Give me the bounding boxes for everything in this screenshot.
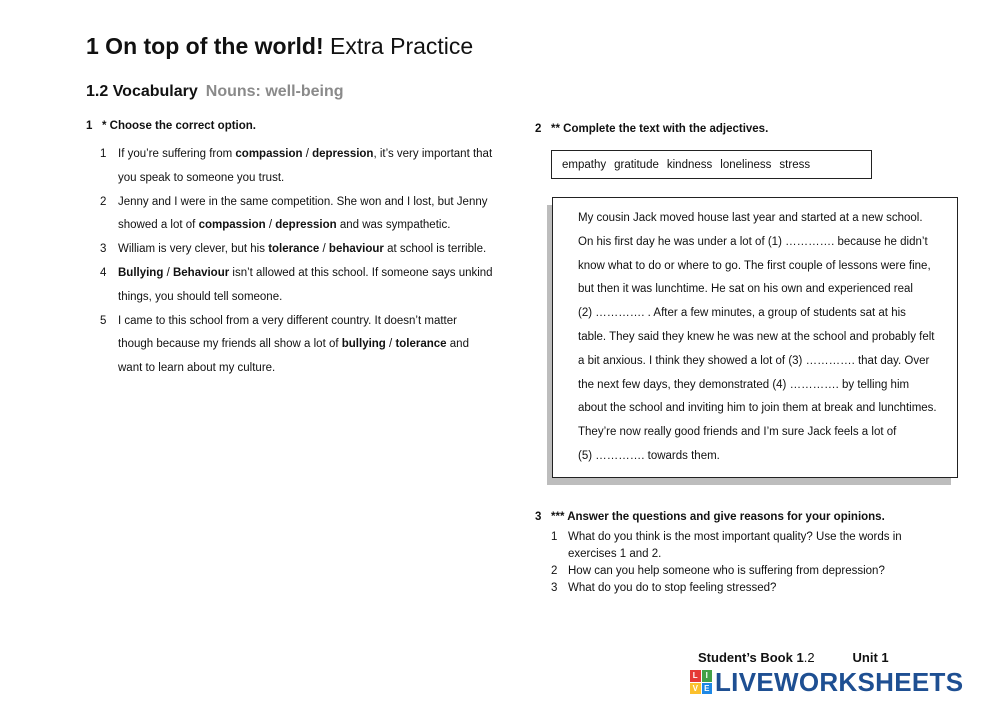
word-option: kindness [666, 159, 713, 171]
text-line: about the school and inviting him to join them at break and lunchtimes. [578, 402, 937, 415]
text-line: table. They said they knew he was new at the school and probably felt [578, 330, 935, 343]
text-line: My cousin Jack moved house last year and started at a new school. [578, 212, 923, 224]
item-text: What do you think is the most important quality? Use the words in exercises 1 and 2. [568, 531, 902, 560]
item-number: 5 [100, 314, 107, 327]
item-text [118, 238, 486, 262]
exercise-3-item [551, 529, 921, 563]
item-number: 1 [551, 531, 558, 543]
option-word[interactable]: bullying [341, 338, 386, 351]
exercise-1-item [100, 191, 495, 239]
logo-icon-tile: I [702, 670, 713, 682]
logo-icon-tile: E [702, 683, 713, 695]
item-text: How can you help someone who is suffering from depression? [568, 565, 885, 577]
exercise-1-item [100, 262, 495, 310]
exercise-3-list [551, 529, 921, 597]
text-fragment: / [163, 266, 173, 279]
gap-fill-text-box [552, 197, 958, 478]
option-word[interactable]: Behaviour [172, 266, 230, 279]
text-line: On his first day he was under a lot of (1) …………. because he didn’t [578, 235, 928, 248]
item-text [118, 262, 495, 310]
item-text: What do you do to stop feeling stressed? [568, 582, 777, 594]
item-text [118, 143, 495, 191]
word-option: empathy [562, 159, 607, 171]
option-word[interactable]: behaviour [328, 243, 384, 256]
text-fragment: , it’s very important that you speak to someone you trust. [118, 148, 493, 184]
section-subtitle: 1.2 Vocabulary Nouns: well-being [86, 83, 344, 100]
text-fragment: and was sympathetic. [336, 219, 451, 232]
exercise-1-item [100, 310, 495, 381]
item-number: 3 [100, 243, 107, 256]
option-word[interactable]: tolerance [268, 243, 320, 256]
text-fragment: / [385, 338, 396, 351]
option-word[interactable]: tolerance [395, 338, 447, 351]
text-line: (2) …………. . After a few minutes, a group of students sat at his [578, 307, 906, 320]
live-icon [690, 670, 712, 694]
footer-reference: Student’s Book 1.2 Unit 1 [698, 650, 889, 665]
text-fragment: / [302, 148, 313, 160]
text-fragment: William is very clever, but his [118, 243, 269, 256]
page-title: 1 On top of the world! Extra Practice [86, 33, 474, 59]
text-fragment: / [319, 243, 329, 256]
text-fragment: / [265, 219, 276, 232]
exercise-3-heading: 3 *** Answer the questions and give reasons for your opinions. [535, 511, 885, 523]
text-fragment: and want to learn about my culture. [118, 338, 469, 375]
item-number: 1 [100, 148, 107, 160]
item-number: 2 [100, 195, 107, 208]
text-fragment: I came to this school from a very different country. It doesn’t matter though because my friends all show a lot of [118, 314, 457, 351]
item-number: 2 [551, 565, 558, 577]
text-line: (5) …………. towards them. [578, 449, 720, 462]
exercise-3-item [551, 563, 921, 580]
text-line: They’re now really good friends and I’m sure Jack feels a lot of [578, 426, 897, 439]
exercise-1-list [100, 143, 495, 381]
text-line: but then it was lunchtime. He sat on his own and experienced real [578, 283, 913, 296]
exercise-2-heading: 2 ** Complete the text with the adjectives. [535, 123, 769, 135]
item-number: 4 [100, 266, 107, 279]
option-word[interactable]: depression [312, 148, 374, 160]
word-option: stress [779, 159, 811, 171]
text-fragment: isn’t allowed at this school. If someone says unkind things, you should tell someone. [118, 266, 493, 303]
text-fragment: at school is terrible. [383, 243, 487, 256]
exercise-1-item [100, 143, 495, 191]
option-word[interactable]: compassion [235, 148, 303, 160]
text-fragment: Jenny and I were in the same competition. She won and I lost, but Jenny showed a lot of [118, 195, 488, 232]
item-text [118, 191, 495, 239]
word-box [551, 150, 872, 179]
option-word[interactable]: Bullying [118, 266, 164, 279]
logo-text: LIVEWORKSHEETS [715, 666, 964, 697]
option-word[interactable]: compassion [198, 219, 266, 232]
text-line: a bit anxious. I think they showed a lot of (3) …………. that day. Over [578, 354, 930, 367]
liveworksheets-logo[interactable] [690, 667, 963, 697]
text-line: the next few days, they demonstrated (4) …………. by telling him [578, 378, 910, 391]
item-number: 3 [551, 582, 558, 594]
word-option: loneliness [720, 159, 772, 171]
text-line: know what to do or where to go. The first couple of lessons were fine, [578, 259, 931, 272]
logo-icon-tile: L [690, 670, 701, 682]
text-fragment: If you’re suffering from [118, 148, 236, 160]
exercise-1-heading: 1 * Choose the correct option. [86, 120, 256, 132]
item-text [118, 310, 495, 381]
exercise-1-item [100, 238, 495, 262]
exercise-3-item [551, 580, 921, 597]
option-word[interactable]: depression [275, 219, 337, 232]
word-option: gratitude [614, 159, 659, 171]
logo-icon-tile: V [690, 683, 701, 695]
